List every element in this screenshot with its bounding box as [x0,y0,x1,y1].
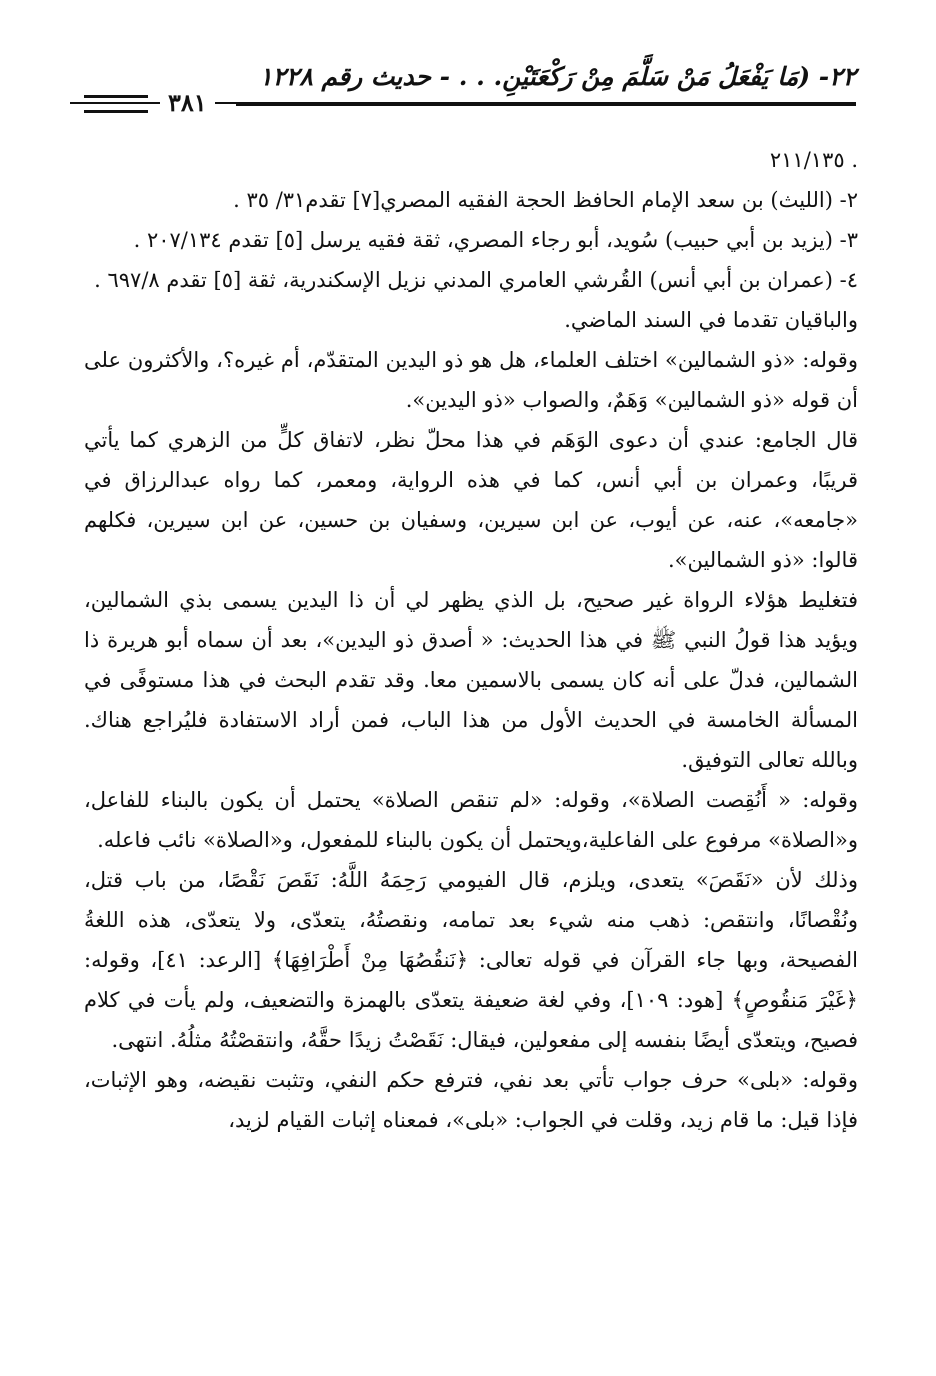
paragraph: وقوله: «ذو الشمالين» اختلف العلماء، هل هو ذو اليدين المتقدّم، أم غيره؟، والأكثرون على أن قوله «ذو الشمالين» وَهَمٌ، والصواب «ذو اليدين». [84,348,858,412]
narrator-entry: ٣- (يزيد بن أبي حبيب) سُويد، أبو رجاء المصري، ثقة فقيه يرسل [٥] تقدم ٢٠٧/١٣٤ . [133,228,858,252]
paragraph: فتغليط هؤلاء الرواة غير صحيح، بل الذي يظهر لي أن ذا اليدين يسمى بذي الشمالين، ويؤيد هذا قولُ النبي ﷺ في هذا الحديث: « أصدق ذو اليدين»، بعد أن سماه أبو هريرة ذا الشمالين، فدلّ على أنه كان يسمى بالاسمين معا. وقد تقدم البحث في هذا مستوفًى في المسألة الخامسة في الحديث الأول من هذا الباب، فمن أراد الاستفادة فليُراجع هناك. وبالله تعالى التوفيق. [84,588,858,772]
narrator-entry: ٢- (الليث) بن سعد الإمام الحافظ الحجة الفقيه المصري[٧] تقدم٣١/ ٣٥ . [233,188,858,212]
paragraph: قال الجامع: عندي أن دعوى الوَهَم في هذا محلّ نظر، لاتفاق كلٍّ من الزهري كما يأتي قريبًا، وعمران بن أبي أنس، كما في هذه الرواية، ومعمر، كما رواه عبدالرزاق في «جامعه»، عنه، عن أيوب، عن ابن سيرين، وسفيان بن حسين، عن ابن سيرين، فكلهم قالوا: «ذو الشمالين». [84,428,858,572]
paragraph: وقوله: «بلى» حرف جواب تأتي بعد نفي، فترفع حكم النفي، وتثبت نقيضه، وهو الإثبات، فإذا قيل: ما قام زيد، وقلت في الجواب: «بلى»، فمعناه إثبات القيام لزيد، [84,1068,858,1132]
page-body [84,140,858,1140]
narrator-entry: ٤- (عمران بن أبي أنس) القُرشي العامري المدني نزيل الإسكندرية، ثقة [٥] تقدم ٦٩٧/٨ . [94,268,858,292]
reference-line: . ٢١١/١٣٥ [769,148,858,172]
paragraph: والباقيان تقدما في السند الماضي. [564,308,858,332]
header-rule [236,103,856,106]
paragraph: وقوله: « أَنُقِصت الصلاة»، وقوله: «لم تنقص الصلاة» يحتمل أن يكون بالبناء للفاعل، و«الصلاة» مرفوع على الفاعلية،ويحتمل أن يكون بالبناء للمفعول، و«الصلاة» نائب فاعله. [84,788,858,852]
paragraph: وذلك لأن «نَقَصَ» يتعدى، ويلزم، قال الفيومي رَحِمَهُ اللَّهُ: نَقَصَ نَقْصًا، من باب قتل، ونُقْصانًا، وانتقص: ذهب منه شيء بعد تمامه، ونقصتُهُ، يتعدّى، ولا يتعدّى، هذه اللغةُ الفصيحة، وبها جاء القرآن في قوله تعالى: ﴿نَنقُصُهَا مِنْ أَطْرَافِهَا﴾ [الرعد: ٤١]، وقوله: ﴿غَيْرَ مَنقُوصٍ﴾ [هود: ١٠٩]، وفي لغة ضعيفة يتعدّى بالهمزة والتضعيف، ولم يأت في كلام فصيح، ويتعدّى أيضًا بنفسه إلى مفعولين، فيقال: نَقَصْتُ زيدًا حقَّهُ، وانتقصْتُهُ مثلُهُ. انتهى. [84,868,858,1052]
running-title: ٢٢- (مَا يَفْعَلُ مَنْ سَلَّمَ مِنْ رَكْعَتَيْنِ. . . - حديث رقم ١٢٢٨ [259,62,856,91]
decorative-double-rule [84,95,148,113]
page-number: ٣٨١ [160,88,215,117]
